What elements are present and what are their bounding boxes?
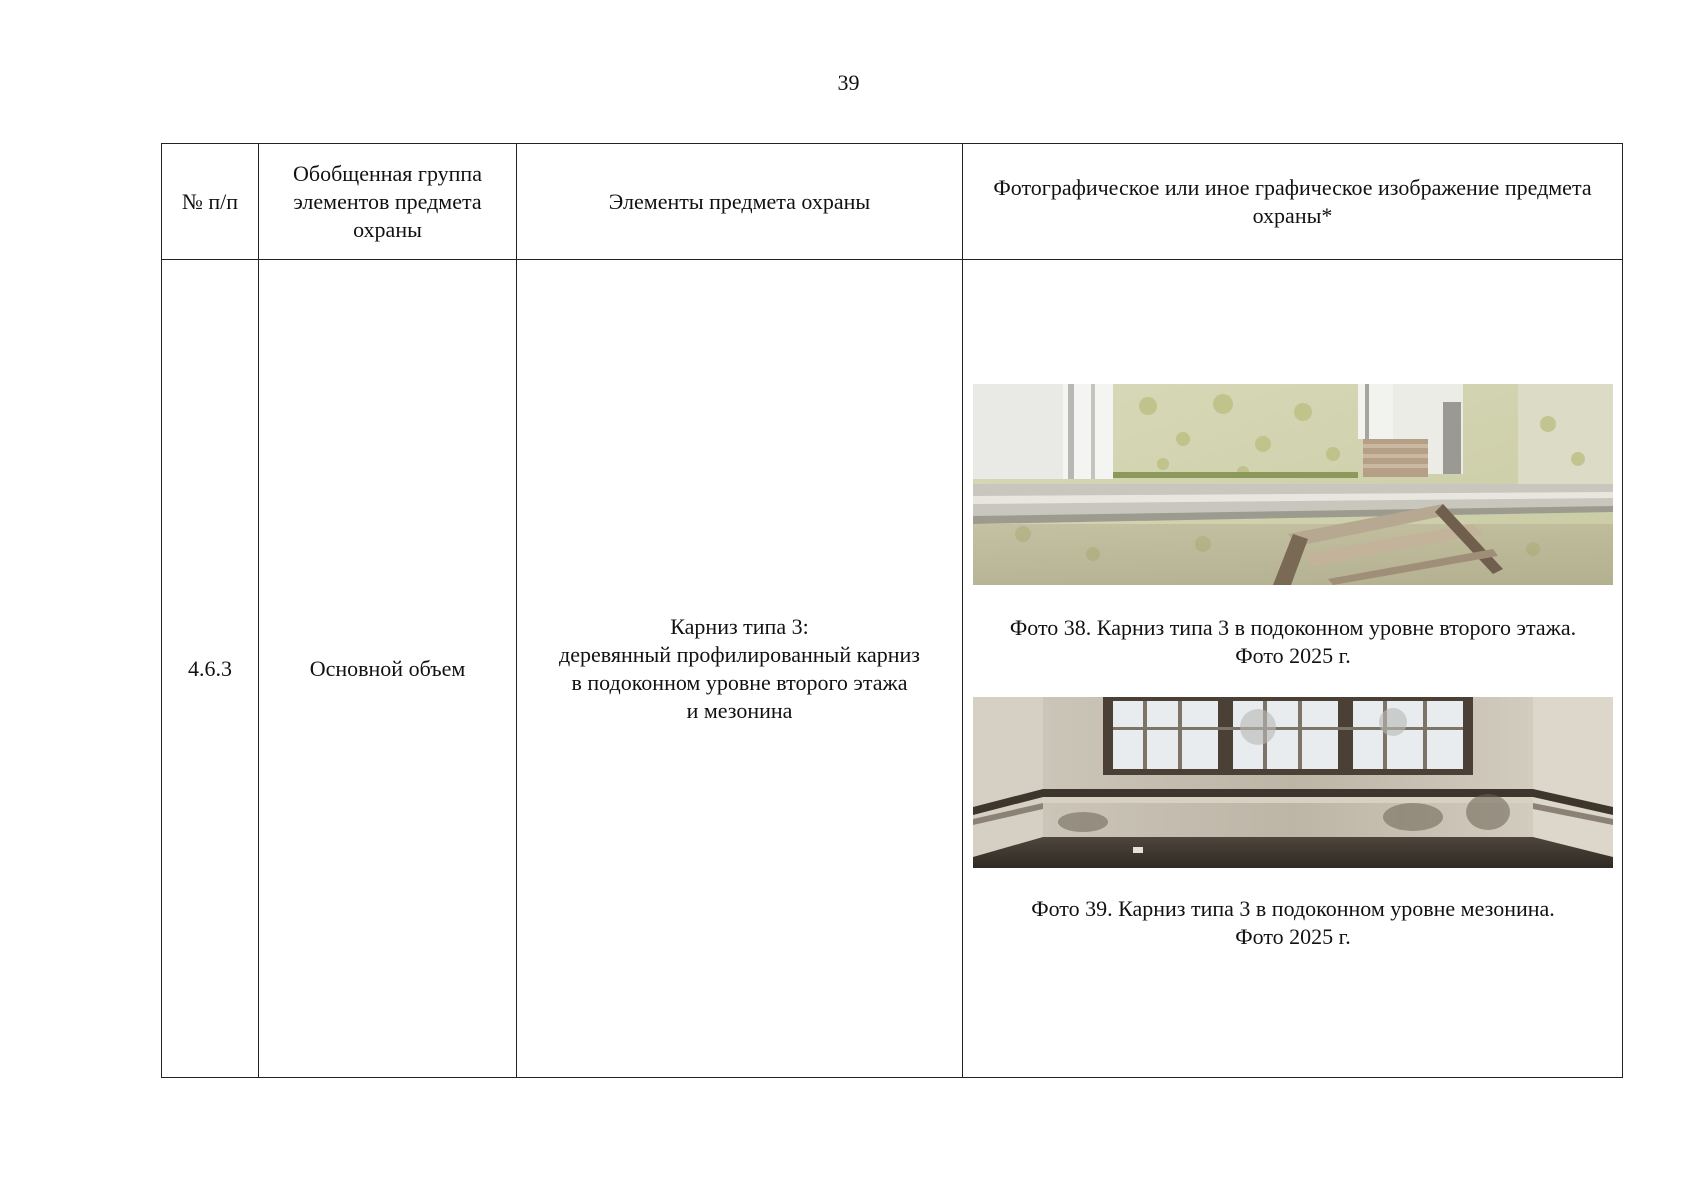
photo-38-caption-line-2: Фото 2025 г. — [1235, 643, 1351, 668]
header-elements: Элементы предмета охраны — [517, 144, 963, 260]
row-group: Основной объем — [259, 260, 517, 1078]
elements-line-2: деревянный профилированный карниз — [559, 641, 920, 667]
elements-line-3: в подоконном уровне второго этажа — [571, 669, 908, 695]
photo-39-caption-line-1: Фото 39. Карниз типа 3 в подоконном уровне мезонина. — [1031, 896, 1555, 921]
header-number: № п/п — [162, 144, 259, 260]
photo-38-image — [973, 384, 1613, 585]
elements-line-1: Карниз типа 3: — [670, 613, 809, 639]
row-number: 4.6.3 — [162, 260, 259, 1078]
photo-38-caption — [963, 614, 1623, 670]
table-row — [162, 260, 1623, 1078]
elements-description — [523, 613, 956, 725]
elements-line-4: и мезонина — [686, 697, 793, 723]
header-photo: Фотографическое или иное графическое изображение предмета охраны* — [963, 144, 1623, 260]
page-number: 39 — [837, 70, 860, 95]
photo-39-caption — [963, 895, 1623, 951]
photo-39-caption-line-2: Фото 2025 г. — [1235, 924, 1351, 949]
photo-38-caption-line-1: Фото 38. Карниз типа 3 в подоконном уровне второго этажа. — [1009, 615, 1577, 640]
row-elements — [517, 260, 963, 1078]
table-header-row — [162, 144, 1623, 260]
header-group: Обобщенная группа элементов предмета охраны — [259, 144, 517, 260]
photo-39-image — [973, 697, 1613, 868]
row-photo-cell — [963, 260, 1623, 1078]
protection-table — [161, 143, 1623, 1078]
